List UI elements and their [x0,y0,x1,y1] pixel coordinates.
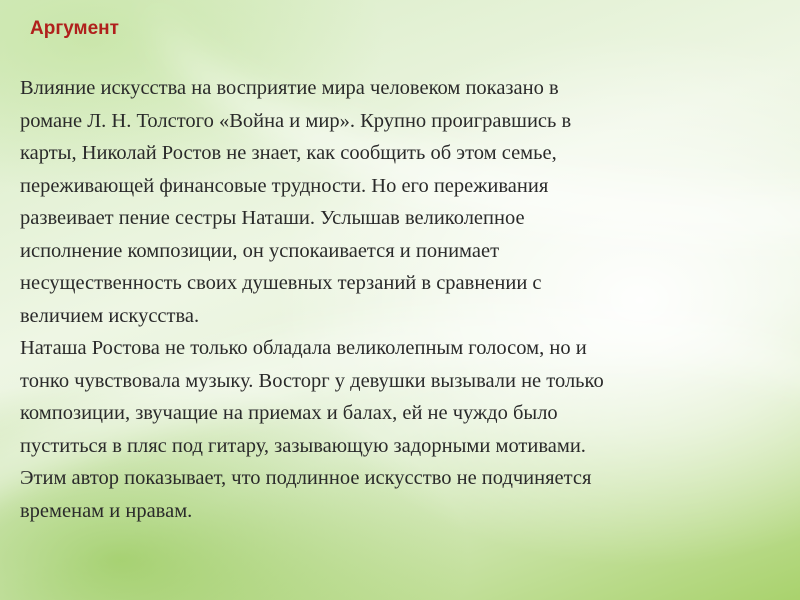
text-line: Влияние искусства на восприятие мира человеком показано в [20,77,559,99]
slide-title: Аргумент [30,18,119,39]
text-line: карты, Николай Ростов не знает, как сообщить об этом семье, [20,142,557,164]
text-line: развеивает пение сестры Наташи. Услышав великолепное [20,207,525,229]
text-line: пуститься в пляс под гитару, зазывающую задорными мотивами. [20,434,586,457]
text-line: исполнение композиции, он успокаивается и понимает [20,239,500,262]
text-line: композиции, звучащие на приемах и балах, ей не чуждо было [20,402,558,424]
text-line: романе Л. Н. Толстого «Война и мир». Крупно проигравшись в [20,109,572,132]
text-line: временам и нравам. [20,499,193,522]
paragraph-2 [20,332,780,527]
text-line: несущественность своих душевных терзаний в сравнении с [20,272,542,294]
paragraph-1 [20,72,780,332]
text-line: тонко чувствовала музыку. Восторг у девушки вызывали не только [20,369,604,392]
text-line: величием искусства. [20,304,200,327]
text-line: Наташа Ростова не только обладала великолепным голосом, но и [20,337,587,359]
slide-body [20,72,780,527]
text-line: Этим автор показывает, что подлинное искусство не подчиняется [20,467,592,489]
text-line: переживающей финансовые трудности. Но его переживания [20,174,549,197]
